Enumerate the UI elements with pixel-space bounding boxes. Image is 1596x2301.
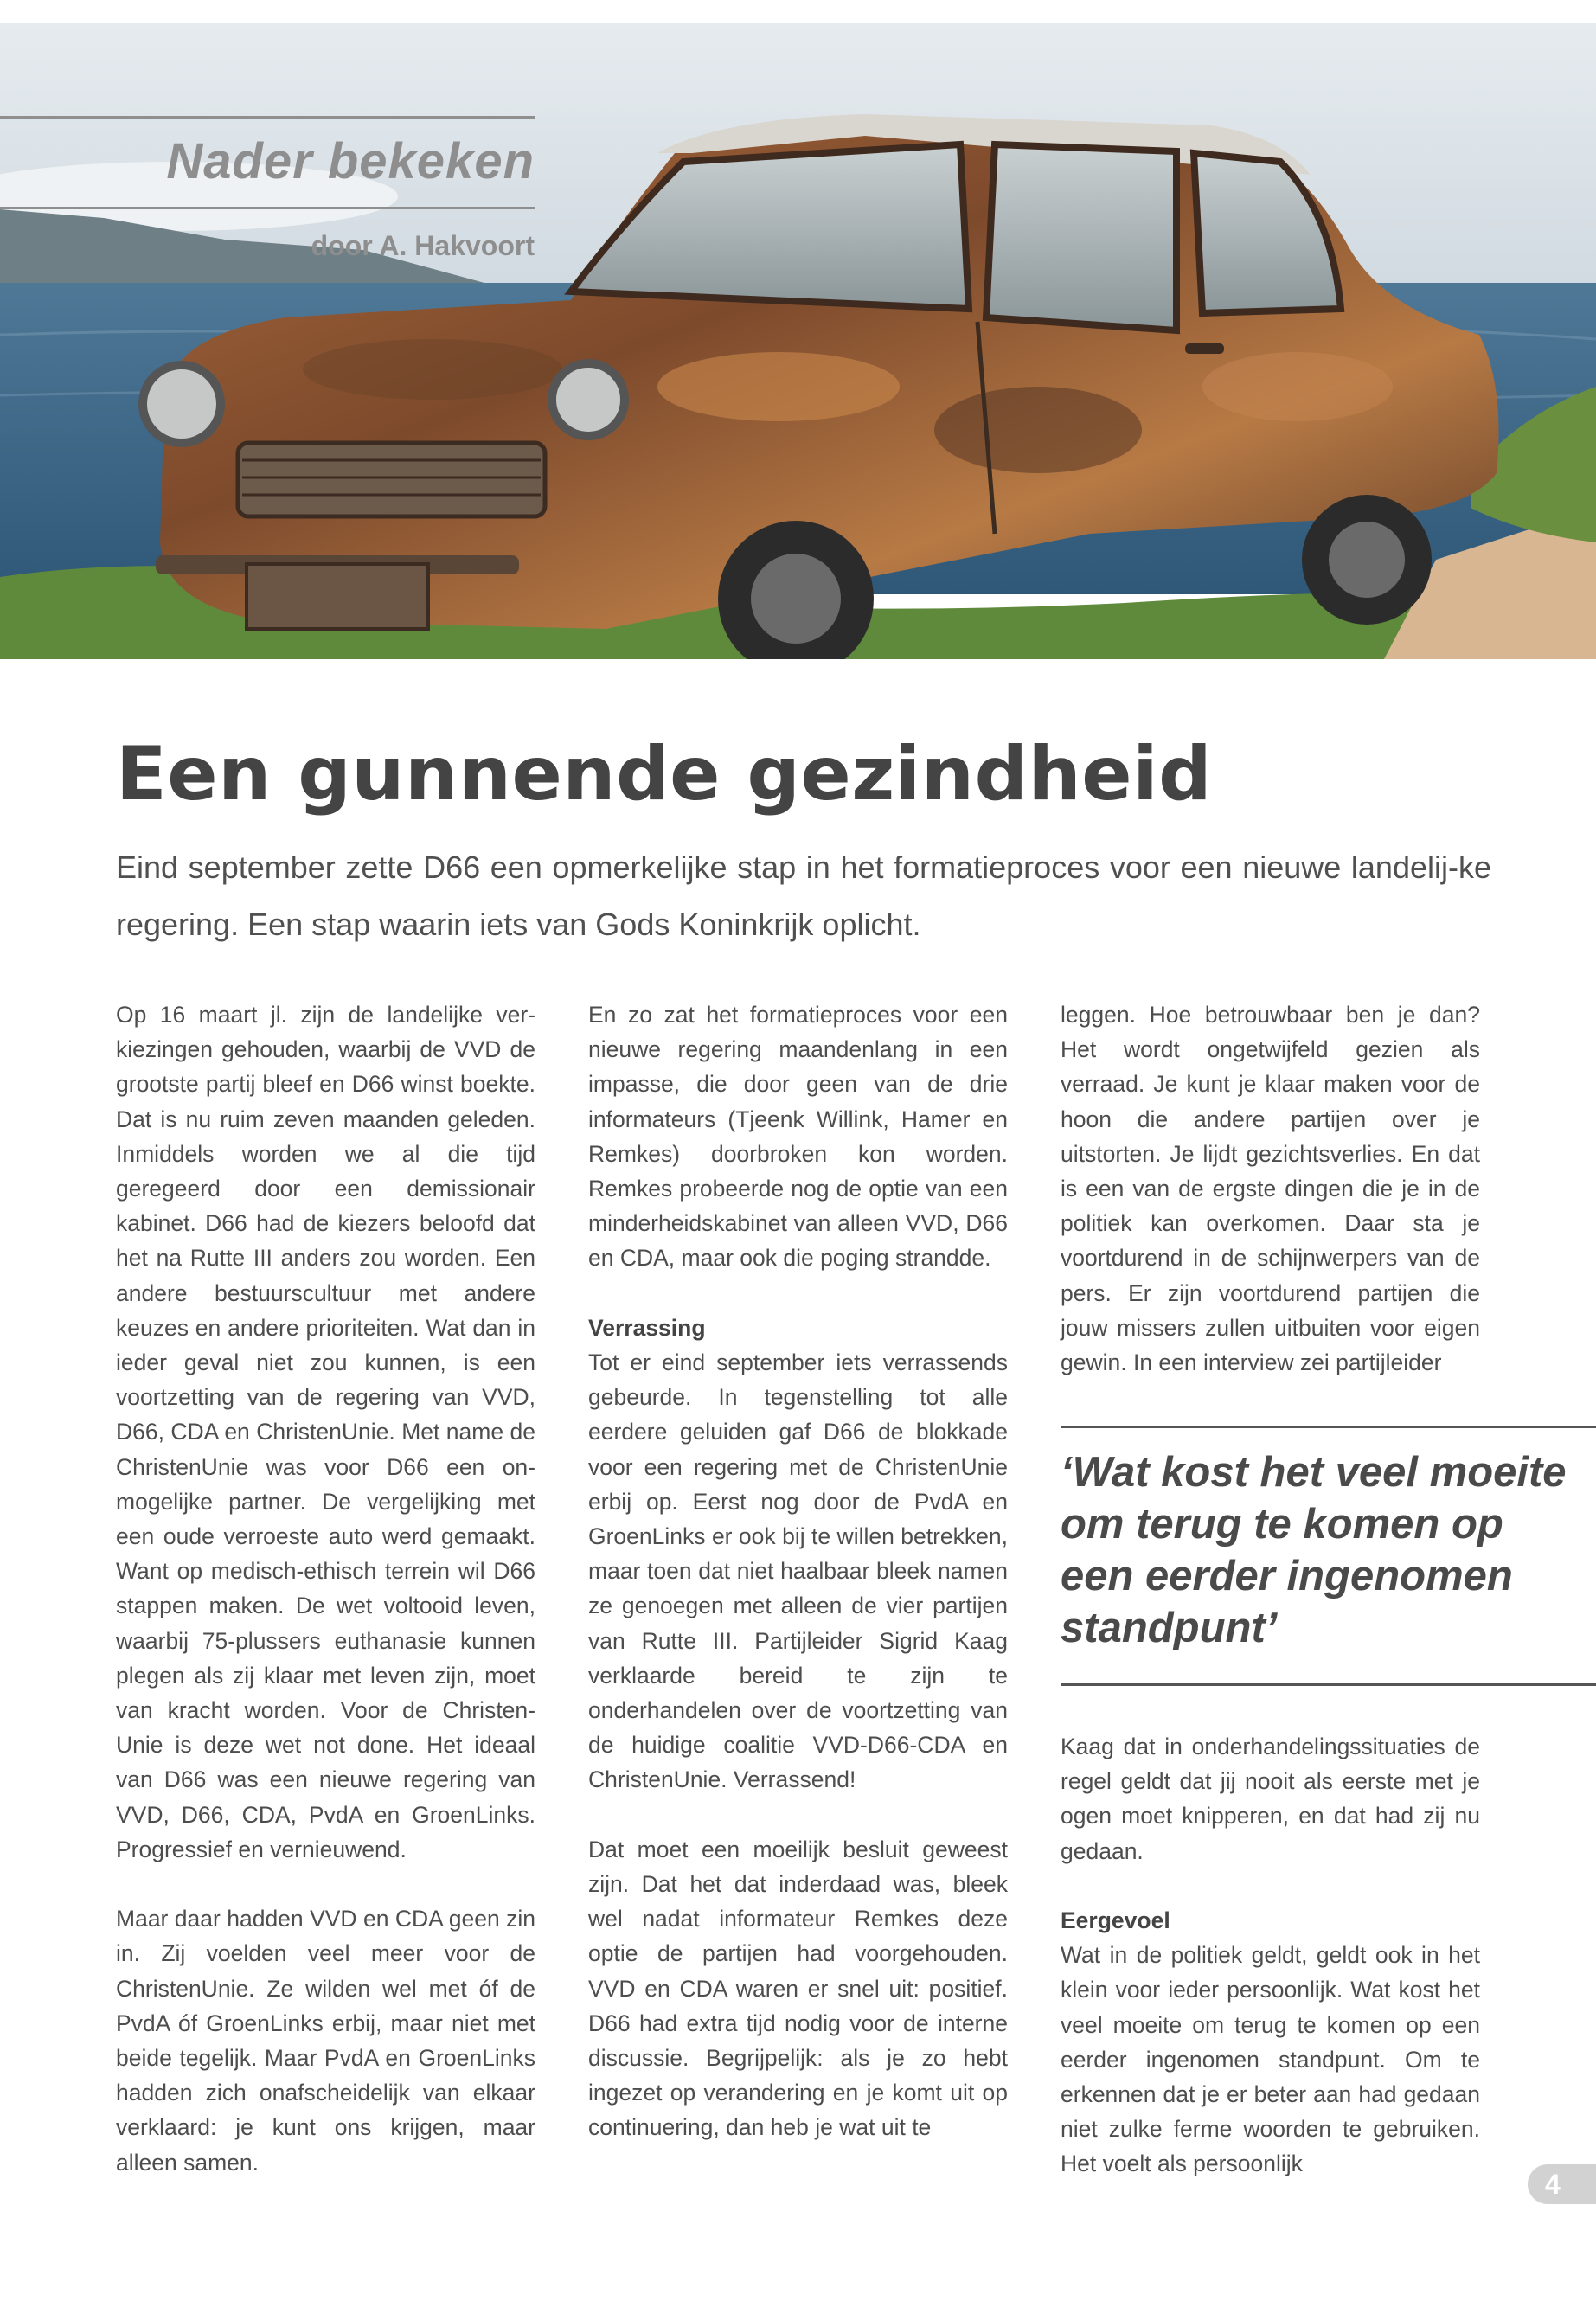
paragraph: En zo zat het formatieproces voor een nieuwe regering maandenlang in een impasse, die door geen van de drie informateurs (Tjeenk Willink, Hamer en Remkes) doorbroken kon worden. Remkes probeerde nog de optie van een minderheidskabinet van alleen VVD, D66 en CDA, maar ook die poging strandde. bbox=[588, 1002, 1008, 1272]
paragraph: Tot er eind september iets verrassends gebeurde. In tegenstelling tot alle eerdere geluiden gaf D66 de blokkade voor een regering met de ChristenUnie erbij op. Eerst nog door de PvdA en GroenLinks er ook bij te willen betrekken, maar toen dat niet haalbaar bleek namen ze genoegen met alleen de vier partijen van Rutte III. Partijleider Sigrid Kaag verklaarde bereid te zijn te onderhandelen over de voortzetting van de huidige coalitie VVD-D66-CDA en ChristenUnie. Verrassend! bbox=[588, 1349, 1008, 1793]
pull-quote: ‘Wat kost het veel moeite om terug te komen op een eerder ingenomen standpunt’ bbox=[1061, 1449, 1567, 1651]
rusty-car-illustration bbox=[0, 23, 1596, 659]
column-3-top bbox=[1061, 997, 1480, 1380]
paragraph: leggen. Hoe betrouwbaar ben je dan? Het wordt ongetwijfeld gezien als verraad. Je kunt je klaar maken voor de hoon die andere partijen over je uitstorten. Je lijdt gezichtsverlies. En dat is een van de ergste dingen die je in de politiek kan overkomen. Daar sta je voortdurend in de schijnwerpers van de pers. Er zijn voortdurend partijen die jouw missers zullen uitbuiten voor eigen gewin. In een interview zei partijleider bbox=[1061, 1002, 1480, 1376]
paragraph: Dat moet een moeilijk besluit geweest zijn. Dat het dat inderdaad was, bleek wel nadat informateur Remkes deze optie de partijen had voorgehouden. VVD en CDA waren er snel uit: positief. D66 had extra tijd nodig voor de interne discussie. Begrijpelijk: als je zo hebt ingezet op verandering en je komt uit op continuering, dan heb je wat uit te bbox=[588, 1836, 1008, 2141]
kicker-top-rule bbox=[0, 116, 535, 119]
pull-quote-top-rule bbox=[1061, 1426, 1596, 1428]
page-number: 4 bbox=[1528, 2164, 1596, 2204]
article-lead: Eind september zette D66 een opmerkelijke stap in het formatieproces voor een nieuwe landelij-ke regering. Een stap waarin iets van Gods Koninkrijk oplicht. bbox=[116, 849, 1491, 942]
paragraph: Kaag dat in onderhandelingssituaties de regel geldt dat jij nooit als eerste met je ogen moet knipperen, en dat had zij nu gedaan. bbox=[1061, 1734, 1480, 1864]
paragraph: Maar daar hadden VVD en CDA geen zin in. Zij voelden veel meer voor de ChristenUnie. Ze wilden wel met óf de PvdA óf GroenLinks erbij, maar niet met beide tegelijk. Maar PvdA en GroenLinks hadden zich onafscheidelijk van elkaar verklaard: je kunt ons krijgen, maar alleen samen. bbox=[116, 1906, 535, 2176]
hero-image bbox=[0, 23, 1596, 659]
article-title: Een gunnende gezindheid bbox=[116, 731, 1213, 817]
paragraph: Op 16 maart jl. zijn de landelijke ver-kiezingen gehouden, waarbij de VVD de grootste partij bleef en D66 winst boekte. Dat is nu ruim zeven maanden geleden. Inmiddels worden we al die tijd geregeerd door een demissionair kabinet. D66 had de kiezers beloofd dat het na Rutte III anders zou worden. Een andere bestuurscultuur met andere keuzes en andere prioriteiten. Wat dan in ieder geval niet zou kunnen, is een voortzetting van de regering van VVD, D66, CDA en ChristenUnie. Met name de ChristenUnie was voor D66 een on-mogelijke partner. De vergelijking met een oude verroeste auto werd gemaakt. Want op medisch-ethisch terrein wil D66 stappen maken. De wet voltooid leven, waarbij 75-plussers euthanasie kunnen plegen als zij klaar met leven zijn, moet van kracht worden. Voor de Christen-Unie is deze wet not done. Het ideaal van D66 was een nieuwe regering van VVD, D66, CDA, PvdA en GroenLinks. Progressief en vernieuwend. bbox=[116, 1002, 535, 1862]
section-kicker: Nader bekeken bbox=[166, 133, 535, 189]
subheading-eergevoel: Eergevoel bbox=[1061, 1907, 1170, 1933]
column-2 bbox=[588, 997, 1008, 2145]
pull-quote-bottom-rule bbox=[1061, 1683, 1596, 1686]
paragraph: Wat in de politiek geldt, geldt ook in het klein voor ieder persoonlijk. Wat kost het veel moeite om terug te komen op een eerder ingenomen standpunt. Om te erkennen dat je er beter aan had gedaan niet zulke ferme woorden te gebruiken. Het voelt als persoonlijk bbox=[1061, 1942, 1480, 2177]
column-3-bottom bbox=[1061, 1729, 1480, 2182]
column-1 bbox=[116, 997, 535, 2180]
byline: door A. Hakvoort bbox=[311, 230, 535, 261]
subheading-verrassing: Verrassing bbox=[588, 1314, 706, 1341]
kicker-bottom-rule bbox=[0, 207, 535, 209]
